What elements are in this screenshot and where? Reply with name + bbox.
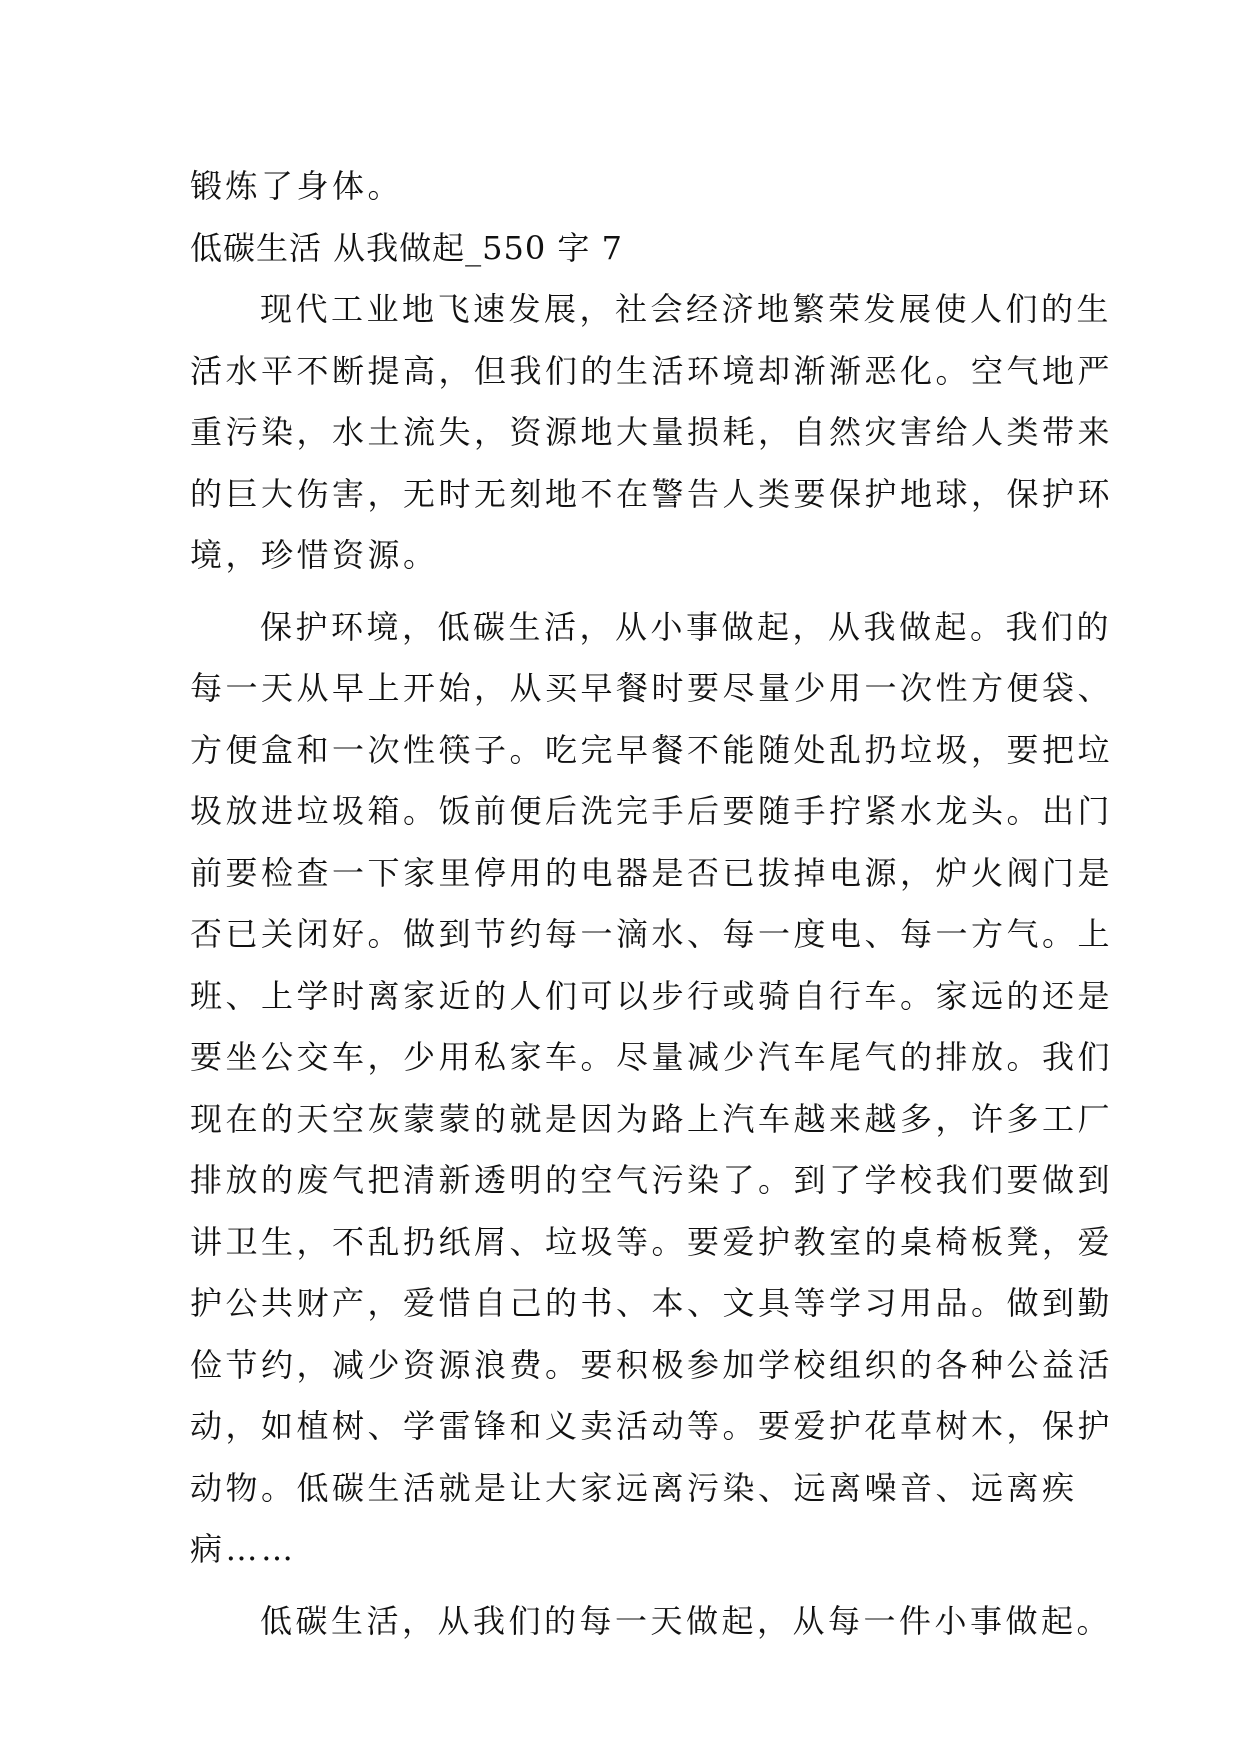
paragraph-2-line-9: 现在的天空灰蒙蒙的就是因为路上汽车越来越多，许多工厂: [190, 1099, 1114, 1138]
paragraph-2-line-16: 病……: [190, 1530, 297, 1568]
paragraph-1-line-2: 活水平不断提高，但我们的生活环境却渐渐恶化。空气地严: [190, 351, 1114, 390]
paragraph-1-line-1: 现代工业地飞速发展，社会经济地繁荣发展使人们的生: [260, 290, 1113, 328]
paragraph-1-line-3: 重污染，水土流失，资源地大量损耗，自然灾害给人类带来: [190, 413, 1114, 451]
paragraph-2-line-14: 动，如植树、学雷锋和义卖活动等。要爱护花草树木，保护: [190, 1407, 1114, 1445]
paragraph-2-line-7: 班、上学时离家近的人们可以步行或骑自行车。家远的还是: [190, 976, 1114, 1015]
paragraph-2-line-8: 要坐公交车，少用私家车。尽量减少汽车尾气的排放。我们: [190, 1038, 1114, 1076]
paragraph-2-line-3: 方便盒和一次性筷子。吃完早餐不能随处乱扔垃圾，要把垃: [190, 730, 1114, 769]
article-title: 低碳生活 从我做起_550 字 7: [190, 228, 623, 267]
paragraph-2-line-6: 否已关闭好。做到节约每一滴水、每一度电、每一方气。上: [190, 915, 1114, 953]
paragraph-1-line-5: 境，珍惜资源。: [190, 536, 439, 574]
paragraph-2-line-1: 保护环境，低碳生活，从小事做起，从我做起。我们的: [260, 607, 1113, 646]
text-line-continuation: 锻炼了身体。: [190, 167, 404, 205]
paragraph-2-line-11: 讲卫生，不乱扔纸屑、垃圾等。要爱护教室的桌椅板凳，爱: [190, 1222, 1114, 1261]
paragraph-2-line-4: 圾放进垃圾箱。饭前便后洗完手后要随手拧紧水龙头。出门: [190, 792, 1114, 830]
paragraph-2-line-15: 动物。低碳生活就是让大家远离污染、远离噪音、远离疾: [190, 1468, 1078, 1507]
paragraph-2-line-2: 每一天从早上开始，从买早餐时要尽量少用一次性方便袋、: [190, 669, 1114, 707]
paragraph-3-line-1: 低碳生活，从我们的每一天做起，从每一件小事做起。: [260, 1601, 1113, 1640]
paragraph-2-line-5: 前要检查一下家里停用的电器是否已拔掉电源，炉火阀门是: [190, 853, 1114, 892]
paragraph-2-line-13: 俭节约，减少资源浪费。要积极参加学校组织的各种公益活: [190, 1345, 1114, 1384]
paragraph-2-line-10: 排放的废气把清新透明的空气污染了。到了学校我们要做到: [190, 1161, 1114, 1199]
document-body: [190, 156, 1114, 1652]
paragraph-2-line-12: 护公共财产，爱惜自己的书、本、文具等学习用品。做到勤: [190, 1284, 1114, 1322]
paragraph-1-line-4: 的巨大伤害，无时无刻地不在警告人类要保护地球，保护环: [190, 474, 1114, 513]
